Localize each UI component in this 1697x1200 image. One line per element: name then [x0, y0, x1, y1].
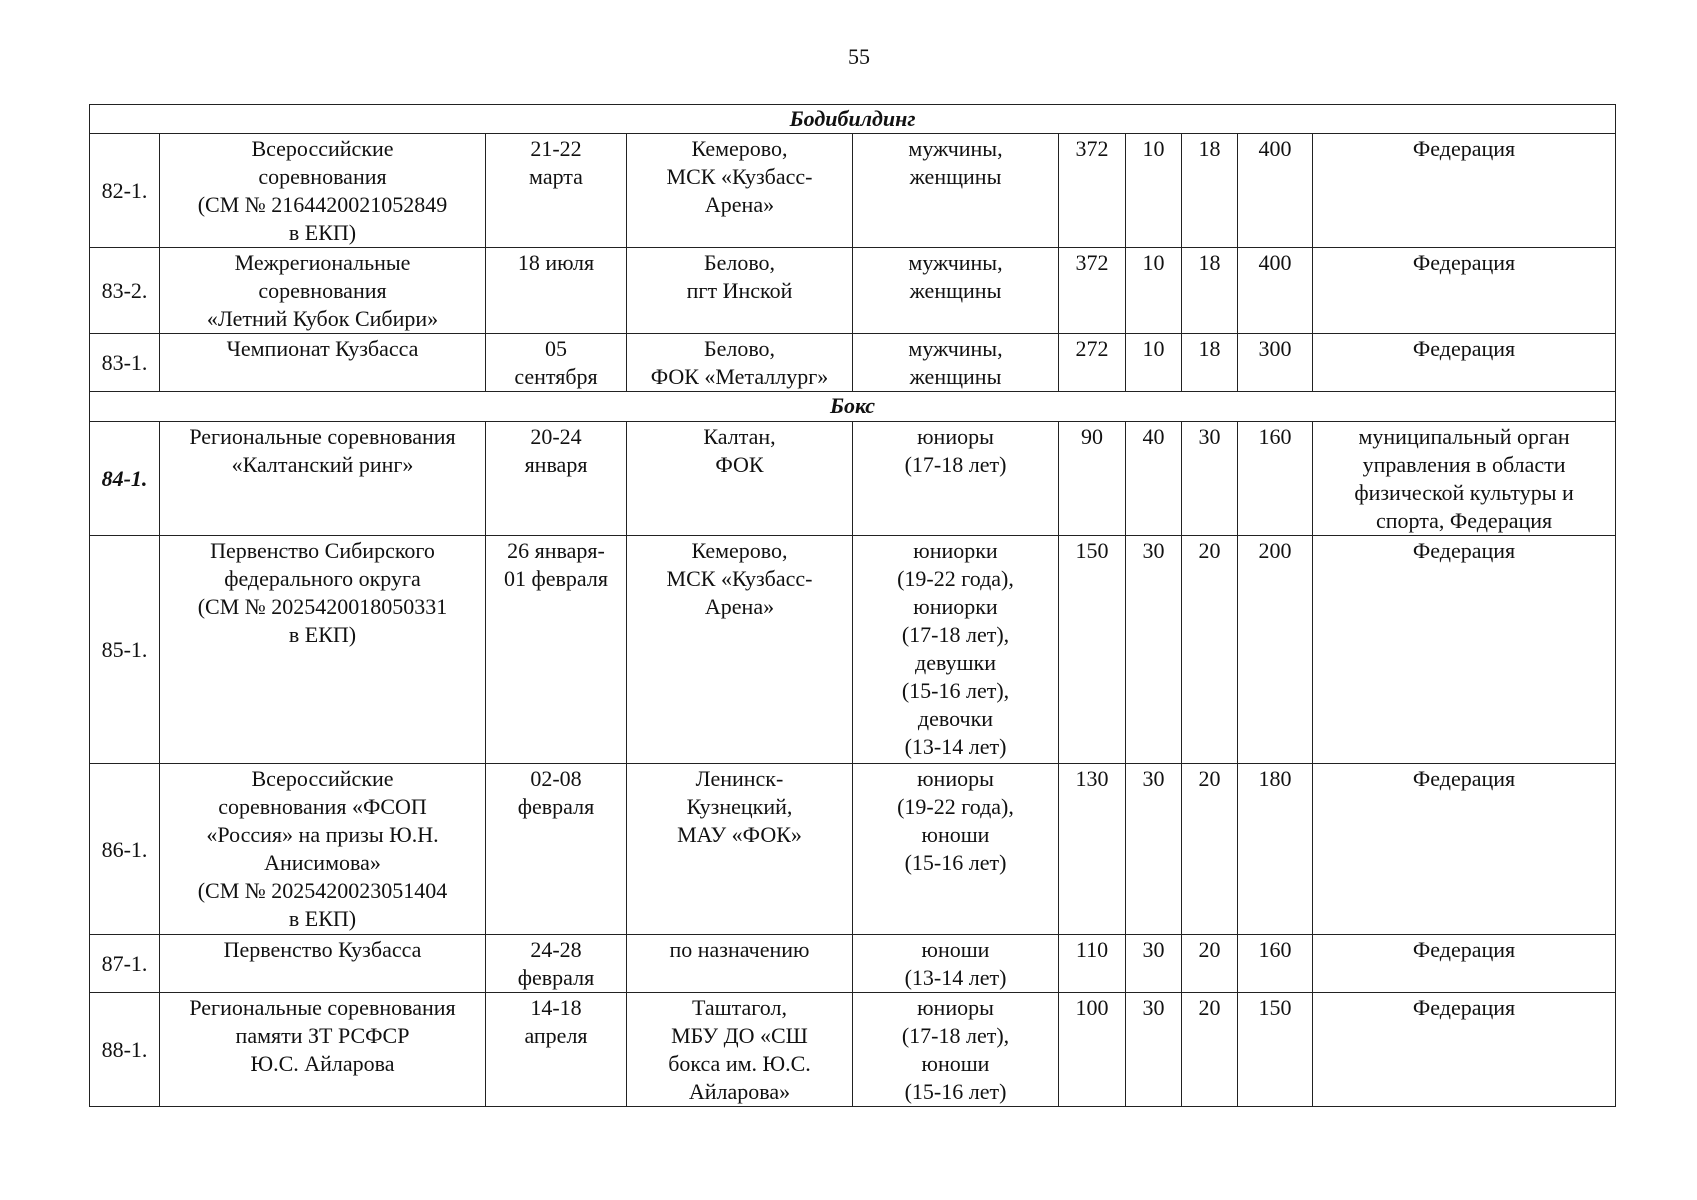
event-name — [160, 536, 486, 764]
event-participants — [853, 134, 1059, 248]
event-name-line: Всероссийские — [251, 766, 394, 791]
event-place-line: по назначению — [669, 937, 810, 962]
event-participants-line: юниорки — [913, 538, 998, 563]
count-2: 30 — [1126, 536, 1182, 764]
event-place-line: МСК «Кузбасс- — [666, 566, 813, 591]
event-date — [486, 935, 627, 993]
table-body — [90, 105, 1616, 1107]
count-3: 20 — [1182, 764, 1238, 935]
event-participants-line: (19-22 года), — [897, 566, 1014, 591]
event-name — [160, 134, 486, 248]
event-organizer-line: Федерация — [1412, 937, 1516, 962]
section-header-row — [90, 105, 1616, 134]
event-participants — [853, 248, 1059, 334]
event-date — [486, 334, 627, 392]
event-participants-line: юноши — [921, 1051, 990, 1076]
event-date-line: 05 — [545, 336, 567, 361]
event-organizer-line: Федерация — [1412, 995, 1516, 1020]
table-row — [90, 248, 1616, 334]
event-name-line: Межрегиональные — [234, 250, 411, 275]
event-participants-line: юноши — [921, 937, 990, 962]
section-title: Бокс — [90, 392, 1616, 422]
event-participants-line: (19-22 года), — [897, 794, 1014, 819]
event-organizer — [1313, 422, 1616, 536]
event-participants-line: женщины — [909, 278, 1002, 303]
event-place — [627, 334, 853, 392]
event-participants — [853, 764, 1059, 935]
row-number: 85-1. — [90, 536, 160, 764]
event-organizer-line: Федерация — [1412, 250, 1516, 275]
event-participants-line: женщины — [909, 164, 1002, 189]
event-place — [627, 422, 853, 536]
event-organizer — [1313, 935, 1616, 993]
count-3: 18 — [1182, 248, 1238, 334]
event-participants-line: (17-18 лет), — [901, 622, 1010, 647]
event-participants-line: мужчины, — [908, 250, 1003, 275]
event-date-line: 26 января- — [507, 538, 605, 563]
event-name-line: (СМ № 2164420021052849 — [197, 192, 448, 217]
event-place-line: Таштагол, — [692, 995, 787, 1020]
event-date-line: февраля — [517, 794, 595, 819]
count-total: 150 — [1238, 993, 1313, 1107]
event-organizer — [1313, 764, 1616, 935]
event-date-line: февраля — [517, 965, 595, 990]
event-place-line: Айларова» — [688, 1079, 791, 1104]
event-place — [627, 248, 853, 334]
event-name-line: в ЕКП) — [288, 622, 357, 647]
event-organizer — [1313, 134, 1616, 248]
event-participants-line: юноши — [921, 822, 990, 847]
table-row — [90, 334, 1616, 392]
count-2: 10 — [1126, 248, 1182, 334]
event-name — [160, 422, 486, 536]
event-participants-line: юниоры — [917, 766, 994, 791]
count-total: 200 — [1238, 536, 1313, 764]
count-1: 130 — [1059, 764, 1126, 935]
event-name-line: памяти ЗТ РСФСР — [235, 1023, 410, 1048]
event-participants-line: (13-14 лет) — [904, 965, 1007, 990]
event-participants-line: мужчины, — [908, 136, 1003, 161]
count-2: 30 — [1126, 935, 1182, 993]
event-place-line: МБУ ДО «СШ — [671, 1023, 808, 1048]
count-1: 372 — [1059, 134, 1126, 248]
table-row — [90, 764, 1616, 935]
event-date-line: 24-28 — [530, 937, 582, 962]
event-name — [160, 764, 486, 935]
event-place-line: Кемерово, — [691, 538, 788, 563]
event-place — [627, 764, 853, 935]
count-3: 18 — [1182, 134, 1238, 248]
section-title: Бодибилдинг — [90, 105, 1616, 134]
event-place-line: МАУ «ФОК» — [677, 822, 802, 847]
event-date-line: 18 июля — [517, 250, 595, 275]
section-header-row — [90, 392, 1616, 422]
event-participants — [853, 536, 1059, 764]
event-participants — [853, 422, 1059, 536]
count-2: 10 — [1126, 334, 1182, 392]
event-place-line: Ленинск- — [695, 766, 784, 791]
table-row — [90, 422, 1616, 536]
event-place-line: ФОК «Металлург» — [650, 364, 829, 389]
event-participants-line: (17-18 лет), — [901, 1023, 1010, 1048]
event-name-line: «Калтанский ринг» — [231, 452, 414, 477]
event-name — [160, 248, 486, 334]
event-place-line: Белово, — [703, 336, 776, 361]
event-place — [627, 935, 853, 993]
event-date — [486, 993, 627, 1107]
event-place-line: Кузнецкий, — [686, 794, 793, 819]
event-participants — [853, 334, 1059, 392]
count-total: 400 — [1238, 248, 1313, 334]
event-organizer-line: Федерация — [1412, 336, 1516, 361]
event-name-line: Ю.С. Айларова — [250, 1051, 395, 1076]
count-2: 40 — [1126, 422, 1182, 536]
count-total: 160 — [1238, 935, 1313, 993]
count-total: 300 — [1238, 334, 1313, 392]
event-name-line: Чемпионат Кузбасса — [226, 336, 419, 361]
event-date-line: сентября — [514, 364, 598, 389]
event-organizer — [1313, 536, 1616, 764]
event-organizer — [1313, 248, 1616, 334]
event-place-line: Арена» — [704, 594, 775, 619]
event-participants-line: (17-18 лет) — [904, 452, 1007, 477]
event-date-line: апреля — [524, 1023, 588, 1048]
event-name-line: Всероссийские — [251, 136, 394, 161]
event-name-line: «Россия» на призы Ю.Н. — [206, 822, 439, 847]
event-name-line: соревнования — [258, 278, 387, 303]
event-participants-line: девушки — [915, 650, 996, 675]
event-participants — [853, 993, 1059, 1107]
event-organizer-line: Федерация — [1412, 538, 1516, 563]
count-1: 272 — [1059, 334, 1126, 392]
event-participants-line: (15-16 лет) — [904, 1079, 1007, 1104]
event-date — [486, 536, 627, 764]
table-row — [90, 536, 1616, 764]
event-participants-line: юниоры — [917, 424, 994, 449]
count-3: 18 — [1182, 334, 1238, 392]
event-organizer-line: спорта, Федерация — [1375, 508, 1553, 533]
row-number: 87-1. — [90, 935, 160, 993]
event-date-line: 01 февраля — [504, 566, 608, 591]
event-organizer — [1313, 334, 1616, 392]
event-date-line: 20-24 — [530, 424, 582, 449]
count-total: 400 — [1238, 134, 1313, 248]
event-name — [160, 935, 486, 993]
event-name-line: Анисимова» — [264, 850, 381, 875]
count-2: 10 — [1126, 134, 1182, 248]
count-1: 110 — [1059, 935, 1126, 993]
event-participants-line: (13-14 лет) — [904, 734, 1007, 759]
row-number: 88-1. — [90, 993, 160, 1107]
event-organizer-line: муниципальный орган — [1358, 424, 1570, 449]
row-number: 84-1. — [90, 422, 160, 536]
event-name — [160, 993, 486, 1107]
row-number: 82-1. — [90, 134, 160, 248]
event-date — [486, 422, 627, 536]
event-name-line: Региональные соревнования — [189, 424, 456, 449]
event-place-line: Кемерово, — [691, 136, 788, 161]
event-participants — [853, 935, 1059, 993]
event-participants-line: юниорки — [913, 594, 998, 619]
count-3: 20 — [1182, 993, 1238, 1107]
event-place-line: бокса им. Ю.С. — [668, 1051, 811, 1076]
event-place-line: Белово, — [703, 250, 776, 275]
row-number: 86-1. — [90, 764, 160, 935]
event-name-line: Региональные соревнования — [189, 995, 456, 1020]
event-participants-line: мужчины, — [908, 336, 1003, 361]
event-date-line: января — [524, 452, 588, 477]
count-1: 150 — [1059, 536, 1126, 764]
event-participants-line: девочки — [917, 706, 994, 731]
event-name-line: соревнования — [258, 164, 387, 189]
page-number: 55 — [848, 44, 870, 69]
event-place — [627, 134, 853, 248]
table-row — [90, 134, 1616, 248]
count-3: 30 — [1182, 422, 1238, 536]
event-name-line: (СМ № 2025420018050331 — [197, 594, 448, 619]
count-1: 372 — [1059, 248, 1126, 334]
row-number: 83-1. — [90, 334, 160, 392]
event-place — [627, 993, 853, 1107]
count-2: 30 — [1126, 993, 1182, 1107]
events-table — [89, 104, 1616, 1107]
event-participants-line: женщины — [909, 364, 1002, 389]
event-date-line: 02-08 — [530, 766, 582, 791]
event-name-line: соревнования «ФСОП — [218, 794, 427, 819]
event-organizer — [1313, 993, 1616, 1107]
event-date-line: 14-18 — [530, 995, 582, 1020]
row-number: 83-2. — [90, 248, 160, 334]
event-organizer-line: управления в области — [1362, 452, 1566, 477]
event-place-line: Арена» — [704, 192, 775, 217]
event-date-line: 21-22 — [530, 136, 582, 161]
table-row — [90, 935, 1616, 993]
event-name-line: (СМ № 2025420023051404 — [197, 878, 448, 903]
event-organizer-line: Федерация — [1412, 136, 1516, 161]
event-place-line: пгт Инской — [686, 278, 793, 303]
event-date — [486, 764, 627, 935]
event-participants-line: (15-16 лет) — [904, 850, 1007, 875]
event-organizer-line: физической культуры и — [1354, 480, 1574, 505]
event-date-line: марта — [529, 164, 583, 189]
event-place-line: МСК «Кузбасс- — [666, 164, 813, 189]
event-organizer-line: Федерация — [1412, 766, 1516, 791]
event-place — [627, 536, 853, 764]
event-name-line: федерального округа — [224, 566, 421, 591]
event-name-line: в ЕКП) — [288, 220, 357, 245]
count-1: 100 — [1059, 993, 1126, 1107]
event-place-line: Калтан, — [703, 424, 776, 449]
count-3: 20 — [1182, 935, 1238, 993]
count-3: 20 — [1182, 536, 1238, 764]
event-name-line: в ЕКП) — [288, 906, 357, 931]
count-2: 30 — [1126, 764, 1182, 935]
event-name-line: Первенство Сибирского — [210, 538, 435, 563]
event-name-line: Первенство Кузбасса — [223, 937, 422, 962]
count-1: 90 — [1059, 422, 1126, 536]
event-participants-line: (15-16 лет), — [901, 678, 1010, 703]
event-name-line: «Летний Кубок Сибири» — [206, 306, 439, 331]
event-name — [160, 334, 486, 392]
count-total: 180 — [1238, 764, 1313, 935]
event-place-line: ФОК — [715, 452, 764, 477]
event-participants-line: юниоры — [917, 995, 994, 1020]
event-date — [486, 248, 627, 334]
count-total: 160 — [1238, 422, 1313, 536]
event-date — [486, 134, 627, 248]
table-row — [90, 993, 1616, 1107]
